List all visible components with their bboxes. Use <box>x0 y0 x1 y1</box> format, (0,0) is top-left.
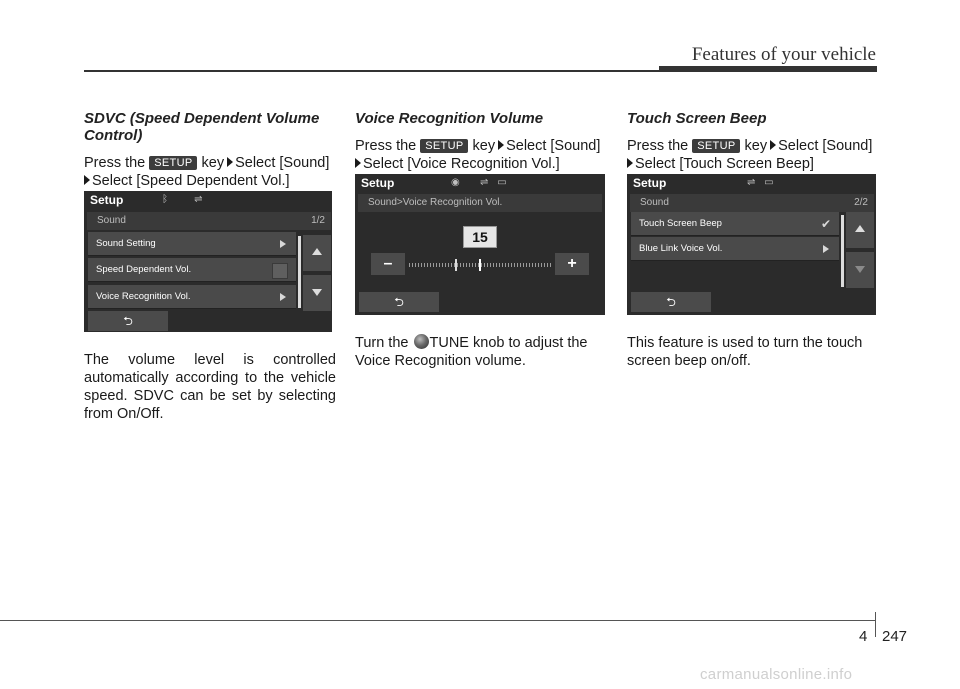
list-item-blue-link-voice[interactable] <box>631 237 839 261</box>
scroll-up-button[interactable] <box>846 212 874 248</box>
status-icons: ⇌ ▭ <box>747 177 777 188</box>
arrow-right-icon <box>498 140 504 150</box>
chevron-right-icon <box>280 293 286 301</box>
instruction-line-1 <box>84 154 336 172</box>
scroll-up-button[interactable] <box>303 235 331 271</box>
page-number: 247 <box>882 628 908 645</box>
instr-key: key <box>472 138 496 154</box>
header-title: Features of your vehicle <box>691 44 876 65</box>
instruction-line-2 <box>627 155 879 173</box>
back-button[interactable]: ⮌ <box>631 292 711 312</box>
arrow-down-icon <box>855 266 865 273</box>
header-rule <box>84 70 659 72</box>
arrow-down-icon <box>312 289 322 296</box>
screen-title: Setup <box>361 176 395 190</box>
list-item-label: Blue Link Voice Vol. <box>639 243 723 254</box>
instr-select-sound: Select [Sound] <box>506 138 601 154</box>
body-text <box>355 334 607 370</box>
arrow-up-icon <box>312 248 322 255</box>
screen-voice-recognition <box>355 174 605 315</box>
screen-sdvc <box>84 191 332 332</box>
setup-key-badge: SETUP <box>420 139 468 153</box>
watermark: carmanualsonline.info <box>700 666 853 683</box>
section-touch-screen-beep <box>627 110 879 369</box>
back-button[interactable]: ⮌ <box>359 292 439 312</box>
body-text-post: TUNE knob to adjust the Voice Recognition volume. <box>355 335 588 369</box>
arrow-right-icon <box>227 157 233 167</box>
instr-press: Press the <box>627 138 689 154</box>
slider-handle[interactable] <box>479 259 481 271</box>
arrow-up-icon <box>855 225 865 232</box>
section-title: SDVC (Speed Dependent Volume Control) <box>84 110 320 144</box>
screen-bar <box>358 194 602 212</box>
bar-label: Sound>Voice Recognition Vol. <box>368 197 503 208</box>
list-item-sound-setting[interactable] <box>88 232 296 256</box>
scrollbar[interactable] <box>841 215 844 287</box>
volume-value: 15 <box>463 226 497 248</box>
screen-title: Setup <box>90 193 124 207</box>
instr-select-sound: Select [Sound] <box>778 138 873 154</box>
list-item-label: Voice Recognition Vol. <box>96 291 191 302</box>
scroll-down-button[interactable] <box>846 252 874 288</box>
instr-select-sound: Select [Sound] <box>235 155 330 171</box>
bar-label: Sound <box>640 197 669 208</box>
section-sdvc <box>84 110 336 422</box>
body-text: This feature is used to turn the touch screen beep on/off. <box>627 335 863 369</box>
bar-label: Sound <box>97 215 126 226</box>
screen-bar <box>630 194 874 212</box>
instruction-line-2 <box>84 172 336 190</box>
back-button[interactable]: ⮌ <box>88 311 168 331</box>
instr-press: Press the <box>84 155 146 171</box>
list-item-label: Speed Dependent Vol. <box>96 264 192 275</box>
section-voice-recognition <box>355 110 607 369</box>
section-title: Touch Screen Beep <box>627 110 767 127</box>
instr-press: Press the <box>355 138 417 154</box>
chapter-number: 4 <box>859 628 868 645</box>
status-icons: ᛒ ⇌ <box>162 194 206 205</box>
tune-knob-icon <box>414 334 429 349</box>
scrollbar[interactable] <box>298 236 301 308</box>
arrow-right-icon <box>770 140 776 150</box>
chevron-right-icon <box>823 245 829 253</box>
status-icons: ◉ ⇌ ▭ <box>451 177 510 188</box>
instruction-line-1 <box>355 137 607 155</box>
instr-key: key <box>201 155 225 171</box>
instr-select-target: Select [Voice Recognition Vol.] <box>363 156 560 172</box>
instr-key: key <box>744 138 768 154</box>
volume-plus-button[interactable]: + <box>555 253 589 275</box>
list-item-voice-recognition[interactable] <box>88 285 296 309</box>
checkbox-icon[interactable] <box>272 263 288 279</box>
body-text-pre: Turn the <box>355 335 409 351</box>
arrow-right-icon <box>627 158 633 168</box>
instr-select-target: Select [Touch Screen Beep] <box>635 156 814 172</box>
slider-center-mark <box>455 259 457 271</box>
chevron-right-icon <box>280 240 286 248</box>
footer-rule <box>0 620 875 621</box>
body-text: The volume level is controlled automatically according to the vehicle speed. SDVC can be set by selecting from On/Off. <box>84 352 336 422</box>
screen-title: Setup <box>633 176 667 190</box>
setup-key-badge: SETUP <box>692 139 740 153</box>
list-item-label: Sound Setting <box>96 238 156 249</box>
arrow-right-icon <box>84 175 90 185</box>
list-item-speed-dependent[interactable] <box>88 258 296 282</box>
instr-select-target: Select [Speed Dependent Vol.] <box>92 173 290 189</box>
header-rule-accent <box>659 66 877 72</box>
footer-divider <box>875 612 876 637</box>
volume-minus-button[interactable]: – <box>371 253 405 275</box>
screen-touch-beep <box>627 174 876 315</box>
check-icon[interactable]: ✔ <box>820 217 831 231</box>
list-item-touch-screen-beep[interactable] <box>631 212 839 236</box>
arrow-right-icon <box>355 158 361 168</box>
section-title: Voice Recognition Volume <box>355 110 544 127</box>
instruction-line-2 <box>355 155 607 173</box>
page-indicator: 1/2 <box>311 215 325 226</box>
instruction-line-1 <box>627 137 879 155</box>
scroll-down-button[interactable] <box>303 275 331 311</box>
screen-bar <box>87 212 331 230</box>
setup-key-badge: SETUP <box>149 156 197 170</box>
list-item-label: Touch Screen Beep <box>639 218 722 229</box>
page-indicator: 2/2 <box>854 197 868 208</box>
